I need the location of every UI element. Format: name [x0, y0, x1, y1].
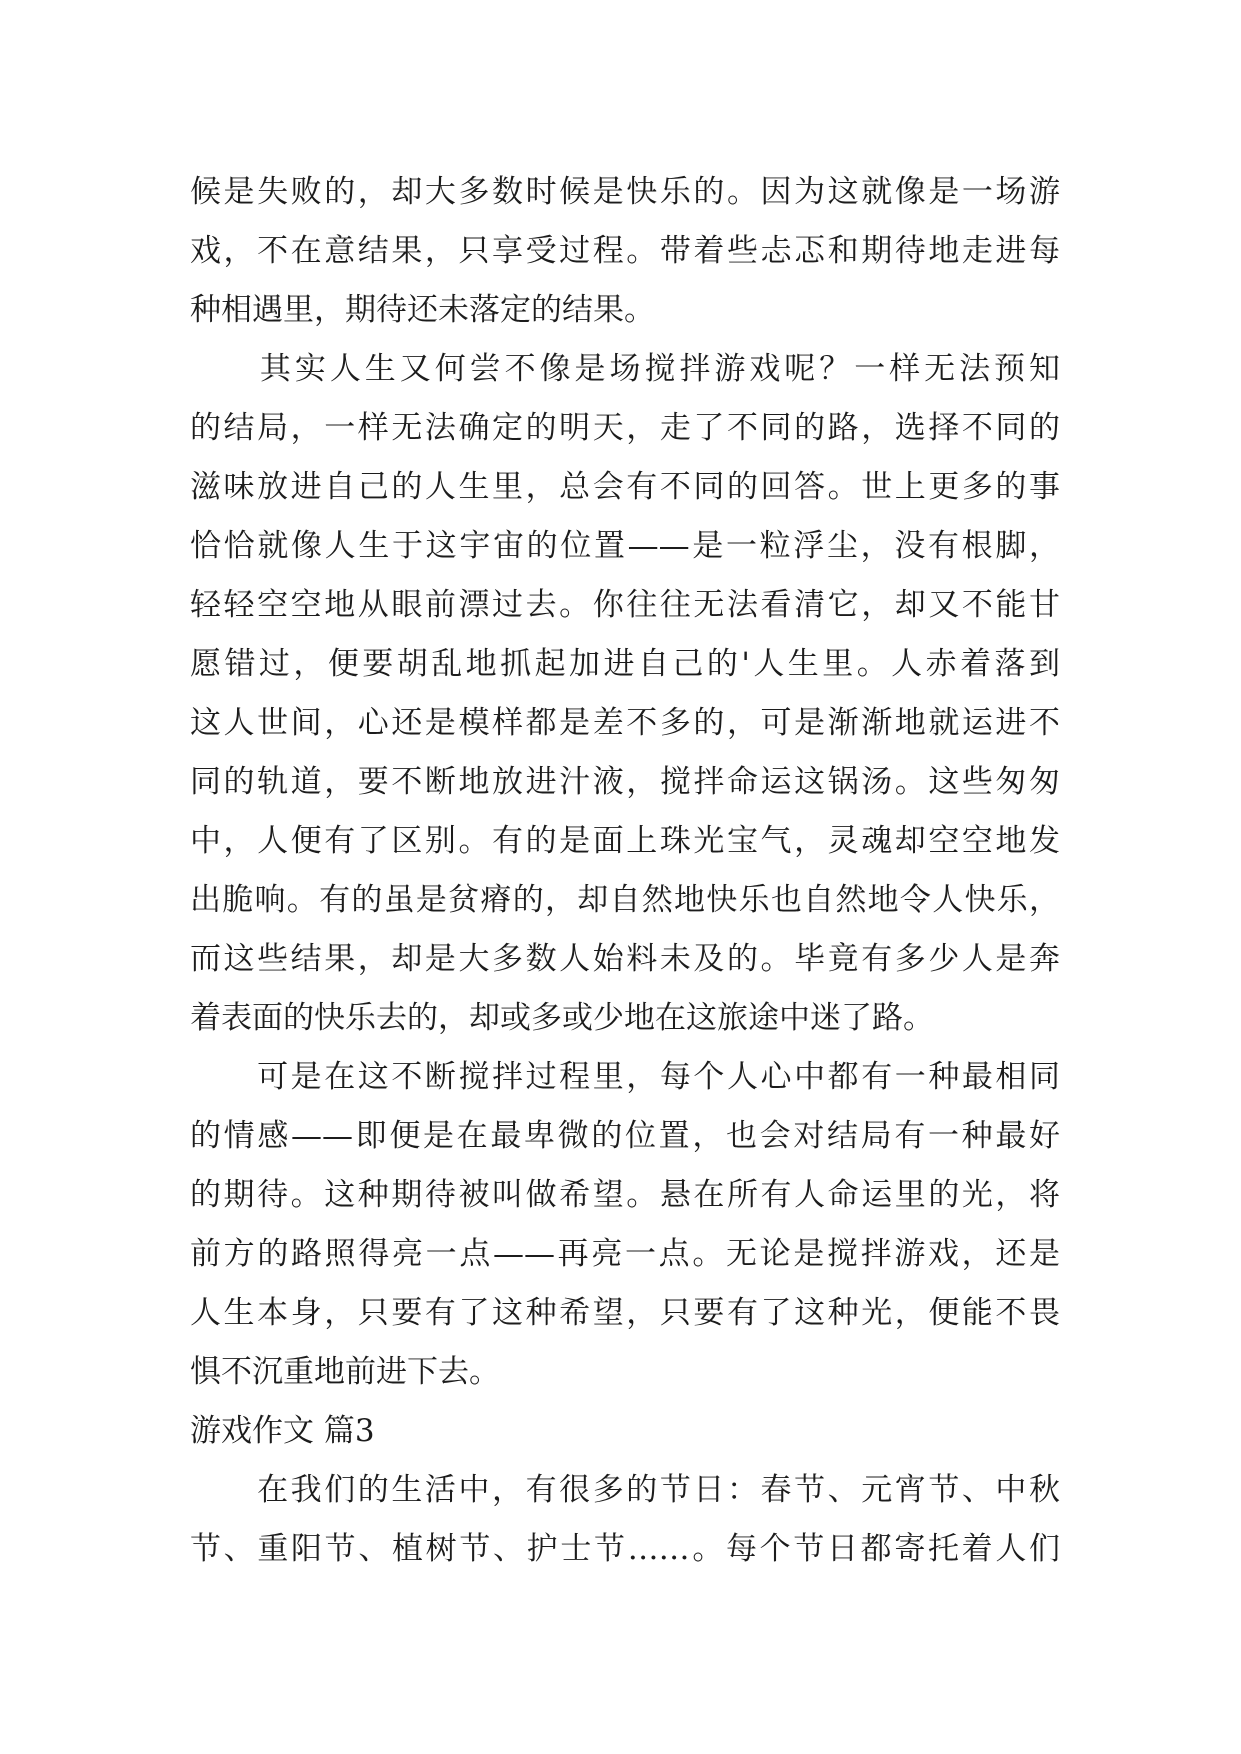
text-line: 前方的路照得亮一点——再亮一点。无论是搅拌游戏，还是 [190, 1236, 1060, 1272]
text-line: 同的轨道，要不断地放进汁液，搅拌命运这锅汤。这些匆匆 [190, 764, 1060, 800]
text-line: 人生本身，只要有了这种希望，只要有了这种光，便能不畏 [190, 1295, 1060, 1331]
text-line: 的情感——即便是在最卑微的位置，也会对结局有一种最好 [190, 1118, 1060, 1154]
text-line: 着表面的快乐去的，却或多或少地在这旅途中迷了路。 [190, 1000, 934, 1036]
text-line: 中，人便有了区别。有的是面上珠光宝气，灵魂却空空地发 [190, 823, 1060, 859]
section-heading: 游戏作文 篇3 [190, 1413, 375, 1449]
text-line: 可是在这不断搅拌过程里，每个人心中都有一种最相同 [190, 1059, 1060, 1095]
text-line: 种相遇里，期待还未落定的结果。 [190, 292, 655, 328]
text-line: 惧不沉重地前进下去。 [190, 1354, 500, 1390]
text-line: 滋味放进自己的人生里，总会有不同的回答。世上更多的事 [190, 469, 1060, 505]
body-text [190, 163, 1060, 1579]
text-line: 这人世间，心还是模样都是差不多的，可是渐渐地就运进不 [190, 705, 1060, 741]
text-line: 而这些结果，却是大多数人始料未及的。毕竟有多少人是奔 [190, 941, 1060, 977]
text-line: 轻轻空空地从眼前漂过去。你往往无法看清它，却又不能甘 [190, 587, 1060, 623]
text-line: 愿错过，便要胡乱地抓起加进自己的'人生里。人赤着落到 [190, 646, 1060, 682]
text-line: 在我们的生活中，有很多的节日：春节、元宵节、中秋 [190, 1472, 1060, 1508]
text-line: 候是失败的，却大多数时候是快乐的。因为这就像是一场游 [190, 174, 1060, 210]
text-line: 出脆响。有的虽是贫瘠的，却自然地快乐也自然地令人快乐， [190, 882, 1060, 918]
text-line: 其实人生又何尝不像是场搅拌游戏呢？一样无法预知 [190, 351, 1060, 387]
text-line: 节、重阳节、植树节、护士节……。每个节日都寄托着人们 [190, 1531, 1060, 1567]
text-line: 戏，不在意结果，只享受过程。带着些忐忑和期待地走进每 [190, 233, 1060, 269]
text-line: 的结局，一样无法确定的明天，走了不同的路，选择不同的 [190, 410, 1060, 446]
text-line: 的期待。这种期待被叫做希望。悬在所有人命运里的光，将 [190, 1177, 1060, 1213]
text-line: 恰恰就像人生于这宇宙的位置——是一粒浮尘，没有根脚， [190, 528, 1060, 564]
